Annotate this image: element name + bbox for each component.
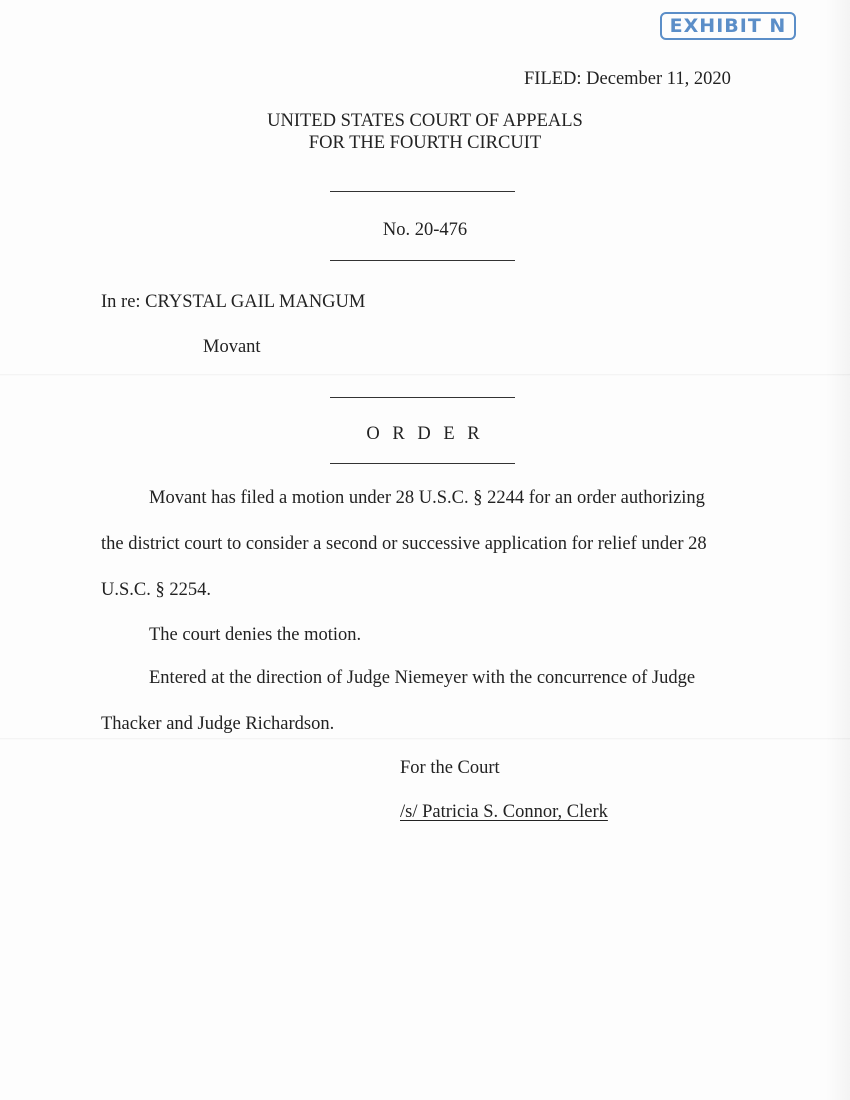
body-paragraph-1-line-1: Movant has filed a motion under 28 U.S.C. § 2244 for an order authorizing: [149, 488, 705, 508]
fold-crease: [0, 374, 850, 376]
for-the-court: For the Court: [400, 758, 500, 778]
rule-above-order: [330, 397, 515, 398]
rule-below-order: [330, 463, 515, 464]
caption-in-re: In re: CRYSTAL GAIL MANGUM: [101, 292, 366, 312]
fold-crease: [0, 738, 850, 740]
exhibit-stamp: EXHIBIT N: [660, 12, 796, 40]
body-paragraph-1-line-2: the district court to consider a second or successive application for relief under 28: [101, 534, 707, 554]
clerk-signature: /s/ Patricia S. Connor, Clerk: [400, 802, 608, 822]
body-paragraph-1-line-3: U.S.C. § 2254.: [101, 580, 211, 600]
body-paragraph-3-line-2: Thacker and Judge Richardson.: [101, 714, 335, 734]
body-paragraph-3-line-1: Entered at the direction of Judge Niemeyer with the concurrence of Judge: [149, 668, 696, 688]
body-paragraph-2: The court denies the motion.: [149, 625, 362, 645]
filed-date: FILED: December 11, 2020: [524, 69, 731, 89]
caption-movant: Movant: [203, 337, 261, 357]
case-number: No. 20-476: [382, 220, 468, 240]
rule-top: [330, 191, 515, 192]
court-name-line1: UNITED STATES COURT OF APPEALS: [267, 111, 583, 131]
order-title: O R D E R: [366, 424, 484, 444]
court-name-line2: FOR THE FOURTH CIRCUIT: [308, 133, 542, 153]
page-edge-shadow: [826, 0, 850, 1100]
rule-below-case-number: [330, 260, 515, 261]
